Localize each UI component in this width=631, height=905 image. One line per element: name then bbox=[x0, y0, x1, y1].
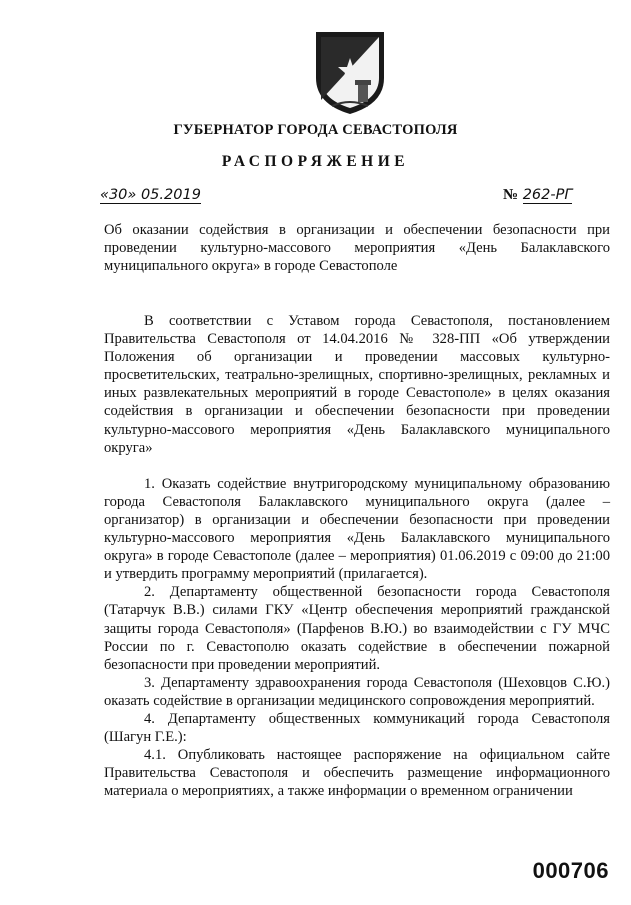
document-date bbox=[100, 187, 201, 203]
document-type: РАСПОРЯЖЕНИЕ bbox=[221, 153, 410, 170]
item-paragraph: 4. Департаменту общественных коммуникаций города Севастополя (Шагун Г.Е.): bbox=[104, 710, 610, 746]
number-prefix: № bbox=[503, 187, 519, 203]
serial-number: 000706 bbox=[532, 858, 609, 883]
item-paragraph: 3. Департаменту здравоохранения города Севастополя (Шеховцов С.Ю.) оказать содействие в организации медицинского сопровождения мероприятий. bbox=[104, 674, 610, 709]
item-paragraph: 2. Департаменту общественной безопасности города Севастополя (Татарчук В.В.) силами ГКУ «Центр обеспечения мероприятий гражданской защиты города Севастополя» (Парфенов В.Ю.) во взаимодействии с ГУ МЧС России по г. Севастополю оказать содействие в обеспечении пожарной безопасности при проведении мероприятий. bbox=[104, 584, 610, 673]
preamble-paragraph: В соответствии с Уставом города Севастополя, постановлением Правительства Севастополя от 14.04.2016 № 328-ПП «Об утверждении Положения об организации и проведении массовых культурно-просветительских, театрально-зрелищных, спортивно-зрелищных, рекламных и иных развлекательных мероприятий в городе Севастополе» в целях оказания содействия в организации и обеспечении безопасности при проведении культурно-массового мероприятия «День Балаклавского муниципального округа» bbox=[104, 313, 610, 456]
item-paragraph: 1. Оказать содействие внутригородскому муниципальному образованию города Севастополя Балаклавского муниципального округа (далее – организатор) в организации и обеспечении безопасности при проведении культурно-массового мероприятия «День Балаклавского муниципального округа» в городе Севастополе (далее – мероприятия) 01.06.2019 с 09:00 до 21:00 и утвердить программу мероприятий (прилагается). bbox=[104, 475, 610, 583]
issuing-authority: ГУБЕРНАТОР ГОРОДА СЕВАСТОПОЛЯ bbox=[173, 122, 458, 138]
handwritten-number: 262-РГ bbox=[522, 187, 573, 203]
item-paragraph: 4.1. Опубликовать настоящее распоряжение на официальном сайте Правительства Севастополя и обеспечить размещение информационного материала о мероприятиях, а также информации о временном ограничении bbox=[104, 747, 610, 800]
coat-of-arms-emblem bbox=[312, 28, 388, 116]
document-body bbox=[104, 312, 610, 800]
handwritten-date: «30» 05.2019 bbox=[100, 187, 201, 203]
document-subject: Об оказании содействия в организации и обеспечении безопасности при проведении культурно-массового мероприятия «День Балаклавского муниципального округа» в городе Севастополе bbox=[104, 222, 610, 274]
document-number bbox=[503, 187, 572, 204]
